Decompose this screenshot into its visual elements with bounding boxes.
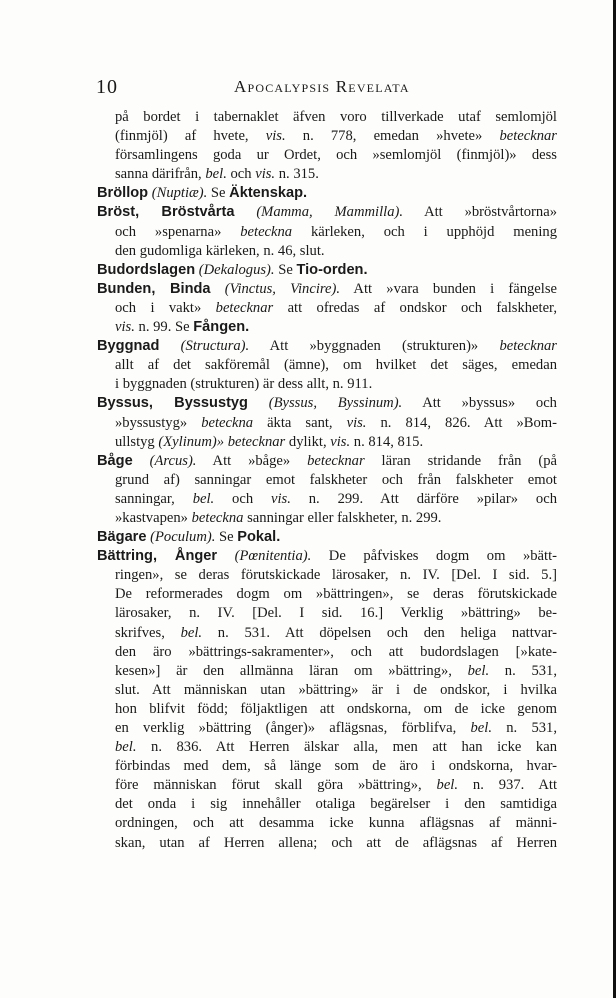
text-line bbox=[97, 452, 557, 471]
text-run: De påfviskes dogm om »bätt- bbox=[311, 548, 558, 565]
text-line bbox=[97, 108, 557, 127]
text-run: n. 836. Att Herren älskar alla, men att han icke kan bbox=[136, 739, 557, 756]
text-run: Att »båge» bbox=[196, 452, 308, 469]
text-run: »kastvapen» bbox=[115, 509, 192, 526]
text-line bbox=[97, 738, 557, 757]
text-run: n. 299. Att därföre »pilar» och bbox=[290, 490, 557, 507]
italic-text: vis. bbox=[115, 319, 135, 336]
text-line bbox=[97, 604, 557, 623]
text-run: slut. Att människan utan »bättring» är i de ondskor, i hvilka bbox=[115, 681, 557, 698]
italic-text: bel. bbox=[436, 777, 459, 794]
text-line bbox=[97, 681, 557, 700]
text-run: ullstyg bbox=[115, 433, 159, 450]
text-line bbox=[97, 585, 557, 604]
italic-text: bel. bbox=[467, 662, 490, 679]
text-run: n. 531, bbox=[489, 662, 557, 679]
text-line bbox=[97, 643, 557, 662]
text-line bbox=[97, 223, 557, 242]
text-run: och bbox=[214, 490, 271, 507]
text-line bbox=[97, 795, 557, 814]
text-run: grund af) sanningar emot falskheter och från falskheter emot bbox=[115, 471, 557, 488]
headword: Byssus, Byssustyg bbox=[97, 395, 248, 412]
text-run: kärleken, och i upphöjd mening bbox=[292, 223, 557, 240]
italic-text: betecknar bbox=[215, 299, 274, 316]
text-run: skan, utan af Herren allena; och att de aflägsnas af Herren bbox=[115, 834, 557, 851]
text-run: ringen», se deras förutskickade lärosaker, n. IV. [Del. I sid. 5.] bbox=[115, 567, 557, 584]
text-line bbox=[97, 776, 557, 795]
text-run: n. 778, emedan »hvete» bbox=[285, 128, 500, 145]
text-run: församlingens goda ur Ordet, och »semlomjöl (finmjöl)» dess bbox=[115, 147, 557, 164]
text-line bbox=[97, 834, 557, 853]
text-run bbox=[133, 453, 150, 469]
italic-text: (Pœnitentia). bbox=[234, 548, 312, 565]
italic-text: (Vinctus, Vincire). bbox=[224, 280, 341, 297]
italic-text: bel. bbox=[470, 720, 492, 736]
italic-text: (Byssus, Byssinum). bbox=[268, 395, 403, 412]
text-line bbox=[97, 509, 557, 528]
headword: Byggnad bbox=[97, 338, 160, 355]
text-run: och i vakt» bbox=[115, 299, 216, 316]
text-line bbox=[97, 261, 557, 280]
text-run: (finmjöl) af hvete, bbox=[115, 128, 266, 145]
running-title: Apocalypsis Revelata bbox=[234, 77, 410, 96]
text-run: den äro »bättrings-sakramenter», och att budordslagen [»kate- bbox=[115, 643, 557, 660]
headword: Bunden, Binda bbox=[97, 280, 211, 297]
text-line bbox=[97, 356, 557, 375]
italic-text: (Nuptiæ). bbox=[151, 185, 208, 202]
text-run: n. 814, 815. bbox=[350, 433, 424, 450]
text-line bbox=[97, 318, 557, 337]
headword: Bröst, Bröstvårta bbox=[97, 204, 235, 221]
italic-text: vis. bbox=[255, 166, 276, 183]
text-line bbox=[97, 299, 557, 318]
text-run: n. 937. Att bbox=[458, 777, 557, 794]
text-line bbox=[97, 471, 557, 490]
text-run: och »spenarna» bbox=[115, 223, 241, 240]
text-run: allt af det sakföremål (ämne), om hvilket det säges, emedan bbox=[115, 357, 557, 374]
headword: Bröllop bbox=[97, 185, 149, 202]
italic-text: bel. bbox=[115, 739, 137, 756]
page-number: 10 bbox=[96, 76, 118, 98]
italic-text: (Poculum). bbox=[150, 529, 216, 546]
text-run: ordningen, och att desamma icke kunna aflägsnas af männi- bbox=[115, 815, 557, 832]
text-line bbox=[97, 700, 557, 719]
text-run: De reformerades dogm om »bättringen», se deras förutskickade bbox=[115, 586, 557, 603]
text-run: Att »vara bunden i fängelse bbox=[340, 280, 557, 297]
text-run bbox=[159, 338, 180, 354]
italic-text: (Arcus). bbox=[149, 452, 197, 469]
page-header bbox=[96, 76, 560, 102]
text-line bbox=[97, 528, 557, 547]
text-line bbox=[97, 242, 557, 261]
italic-text: vis. bbox=[330, 433, 351, 450]
italic-text: vis. bbox=[265, 128, 286, 145]
italic-text: beteckna bbox=[240, 223, 293, 240]
headword: Fången. bbox=[193, 319, 250, 336]
italic-text: betecknar bbox=[499, 338, 557, 355]
text-line bbox=[97, 547, 557, 566]
text-line bbox=[97, 433, 557, 452]
text-run: den gudomliga kärleken, n. 46, slut. bbox=[115, 242, 325, 259]
text-line bbox=[97, 394, 557, 413]
headword: Äktenskap. bbox=[229, 185, 308, 202]
text-line bbox=[97, 414, 557, 433]
italic-text: beteckna bbox=[201, 414, 254, 431]
italic-text: vis. bbox=[346, 414, 367, 431]
text-run: hon blifvit född; följaktligen att ondskorna, om de icke genom bbox=[115, 700, 557, 717]
italic-text: (Dekalogus). bbox=[198, 261, 275, 278]
text-run: Se bbox=[215, 529, 238, 546]
italic-text: (Xylinum)» bbox=[158, 433, 225, 450]
text-run: n. 814, 826. Att »Bom- bbox=[366, 414, 557, 431]
text-run: i byggnaden (strukturen) är dess allt, n. 911. bbox=[115, 376, 373, 393]
text-run: Att »byggnaden (strukturen)» bbox=[249, 338, 500, 355]
text-run: Se bbox=[207, 185, 230, 202]
italic-text: bel. bbox=[205, 166, 227, 183]
text-run: äkta sant, bbox=[253, 414, 347, 431]
text-run: sanningar, bbox=[115, 490, 193, 507]
text-line bbox=[97, 814, 557, 833]
italic-text: betecknar bbox=[499, 128, 557, 145]
text-run: »byssustyg» bbox=[115, 414, 202, 431]
text-run: och bbox=[226, 166, 256, 183]
italic-text: (Mamma, Mammilla). bbox=[256, 204, 404, 221]
text-run: n. 315. bbox=[275, 166, 319, 183]
headword: Bägare bbox=[97, 529, 147, 546]
text-run: Se bbox=[274, 261, 297, 278]
text-run: n. 531. Att döpelsen och den heliga nattvar- bbox=[202, 624, 557, 641]
text-run: n. 99. Se bbox=[134, 319, 194, 336]
text-line bbox=[97, 662, 557, 681]
text-line bbox=[97, 490, 557, 509]
text-line bbox=[97, 146, 557, 165]
text-line bbox=[97, 624, 557, 643]
text-run: att ofredas af ondskor och falskheter, bbox=[273, 299, 557, 316]
text-line bbox=[97, 165, 557, 184]
text-run: lärosaker, n. IV. [Del. I sid. 16.] Verklig »bättring» be- bbox=[115, 605, 557, 622]
text-run bbox=[211, 281, 225, 297]
italic-text: (Structura). bbox=[180, 338, 250, 355]
text-line bbox=[97, 719, 557, 738]
dictionary-text bbox=[97, 108, 557, 853]
italic-text: vis. bbox=[271, 490, 291, 507]
text-run: förbindas med dem, så länge som de äro i ondskorna, hvar- bbox=[115, 758, 557, 775]
text-line bbox=[97, 566, 557, 585]
text-run bbox=[248, 395, 269, 411]
text-line bbox=[97, 757, 557, 776]
text-line bbox=[97, 375, 557, 394]
text-line bbox=[97, 203, 557, 222]
text-run: n. 531, bbox=[491, 720, 557, 736]
italic-text: beteckna bbox=[191, 509, 244, 526]
headword: Bättring, Ånger bbox=[97, 548, 218, 565]
text-line bbox=[97, 280, 557, 299]
text-run: dylikt, bbox=[285, 433, 331, 450]
text-run bbox=[234, 204, 256, 220]
text-run: före människan förut skall göra »bättring», bbox=[115, 777, 437, 794]
text-run: kesen»] är den allmänna läran om »bättring», bbox=[115, 662, 468, 679]
text-run: läran stridande från (på bbox=[364, 452, 557, 469]
text-run: sanningar eller falskheter, n. 299. bbox=[243, 509, 442, 526]
text-run: det onda i sig innehåller otaliga begärelser i den samtidiga bbox=[115, 796, 557, 813]
text-run: sanna därifrån, bbox=[115, 166, 206, 183]
text-run: skrifves, bbox=[115, 624, 181, 641]
italic-text: betecknar bbox=[307, 452, 365, 469]
text-line bbox=[97, 337, 557, 356]
italic-text: betecknar bbox=[227, 433, 286, 450]
text-run: Att »bröstvårtorna» bbox=[403, 204, 557, 221]
italic-text: bel. bbox=[192, 490, 215, 507]
text-run bbox=[217, 548, 235, 564]
headword: Budordslagen bbox=[97, 261, 196, 278]
italic-text: bel. bbox=[180, 624, 203, 641]
headword: Båge bbox=[97, 452, 133, 469]
text-line bbox=[97, 127, 557, 146]
headword: Pokal. bbox=[237, 529, 281, 546]
text-run: en verklig »bättring (ånger)» aflägsnas, förblifva, bbox=[115, 720, 471, 736]
headword: Tio-orden. bbox=[296, 261, 368, 278]
text-run: på bordet i tabernaklet äfven voro tillverkade utaf semlomjöl bbox=[115, 109, 557, 125]
text-line bbox=[97, 184, 557, 203]
text-run: Att »byssus» och bbox=[402, 395, 557, 412]
